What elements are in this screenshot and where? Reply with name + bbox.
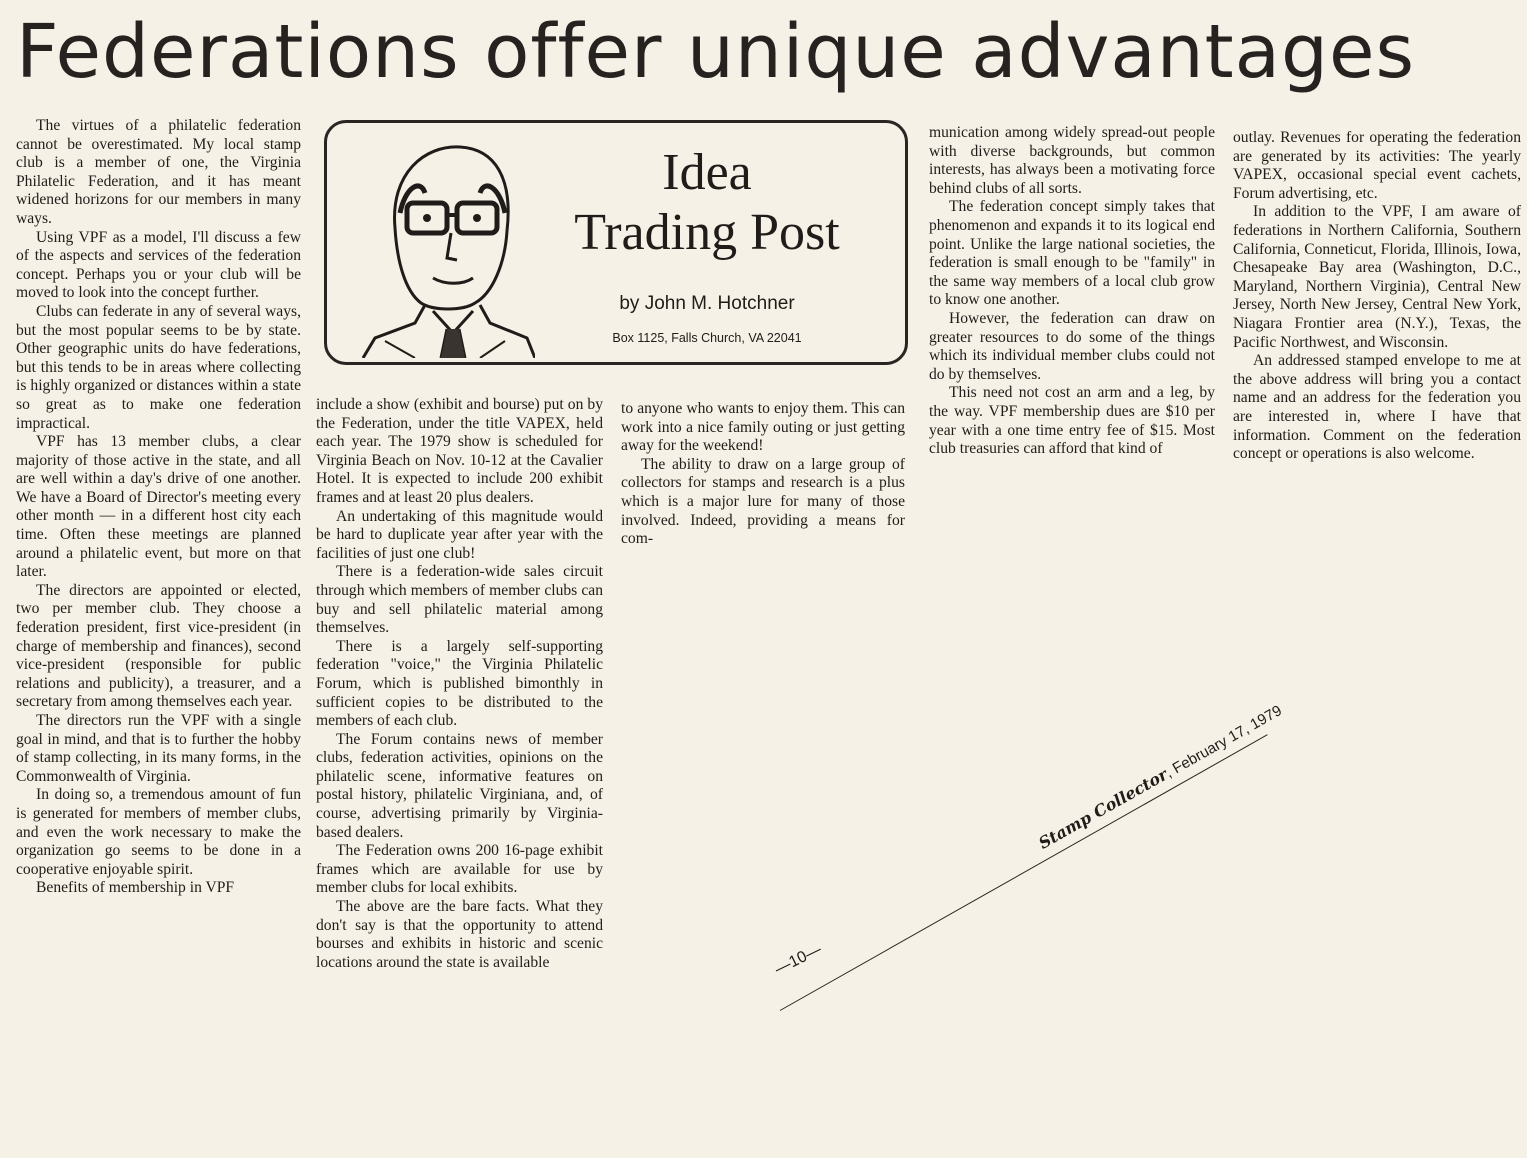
paragraph: The directors run the VPF with a single goal in mind, and that is to further the hobby of stamp collecting, in its many forms, in the Commonwealth of Virginia. — [16, 712, 301, 785]
paragraph: This need not cost an arm and a leg, by the way. VPF membership dues are $10 per year with a one time entry fee of $15. Most club treasuries can afford that kind of — [929, 384, 1215, 458]
paragraph: An addressed stamped envelope to me at the above address will bring you a contact name and an address for the federation you are interested in, where I have that information. Comment on the federation concept or operations is also welcome. — [1233, 352, 1521, 463]
paragraph: The federation concept simply takes that phenomenon and expands it to its logical end point. Unlike the large national societies, the federation is small enough to be "family" in the same way members of a local club grow to know one another. — [929, 198, 1215, 309]
paragraph: The virtues of a philatelic federation cannot be overestimated. My local stamp club is a member of one, the Virginia Philatelic Federation, and it has meant widened horizons for our members in many ways. — [16, 117, 301, 227]
paragraph: There is a federation-wide sales circuit through which members of member clubs can buy and sell philatelic material among themselves. — [316, 563, 603, 637]
paragraph: The ability to draw on a large group of collectors for stamps and research is a plus which is a major lure for many of those involved. Indeed, providing a means for com- — [621, 455, 905, 548]
author-address: Box 1125, Falls Church, VA 22041 — [612, 331, 802, 345]
paragraph: include a show (exhibit and bourse) put on by the Federation, under the title VAPEX, held each year. The 1979 show is scheduled for Virginia Beach on Nov. 10-12 at the Cavalier Hotel. It is expected to include 200 exhibit frames and at least 20 plus dealers. — [316, 396, 603, 506]
paragraph: Clubs can federate in any of several ways, but the most popular seems to be by state. Other geographic units do have federations, but this tends to be in areas where collecting is highly organized or distances within a state so great as to make one federation impractical. — [16, 302, 301, 432]
paragraph: The Forum contains news of member clubs, federation activities, opinions on the philatelic scene, informative features on postal history, philatelic Virginiana, and, of course, advertising primarily by Virginia-based dealers. — [316, 730, 603, 841]
paragraph: VPF has 13 member clubs, a clear majority of those active in the state, and all are well within a day's drive of one another. We have a Board of Director's meeting every other month — in a different host city each time. Often these meetings are planned around a philatelic event, but more on that later. — [16, 433, 301, 581]
diagonal-rule — [780, 734, 1268, 1011]
paragraph: However, the federation can draw on greater resources to do some of the things which its individual member clubs could not do by themselves. — [929, 309, 1215, 383]
article-column-2 — [316, 396, 603, 972]
paragraph: The above are the bare facts. What they don't say is that the opportunity to attend bourses and exhibits in historic and scenic locations around the state is available — [316, 898, 603, 971]
paragraph: Using VPF as a model, I'll discuss a few of the aspects and services of the federation concept. Perhaps you or your club will be moved to look into the concept further. — [16, 228, 301, 302]
source-annotation — [1035, 700, 1284, 852]
article-column-3 — [621, 400, 905, 549]
paragraph: In addition to the VPF, I am aware of federations in Northern California, Southern California, Conneticut, Florida, Illinois, Iowa, Chesapeake Bay area (Washington, D.C., Maryland, Northern Virginia), Central New Jersey, North New Jersey, Central New York, Niagara Frontier area (N.Y.), Texas, the Pacific Northwest, and Wisconsin. — [1233, 203, 1521, 351]
paragraph: Benefits of membership in VPF — [36, 879, 235, 897]
publication-date: , February 17, 1979 — [1162, 702, 1285, 782]
paragraph: The directors are appointed or elected, two per member club. They choose a federation president, first vice-president (in charge of membership and finances), second vice-president (responsible for public relations and publicity), a treasurer, and a secretary from among themselves each year. — [16, 581, 301, 711]
article-column-1 — [16, 117, 301, 898]
column-title-line-1: Idea — [662, 144, 752, 201]
column-title-line-2: Trading Post — [574, 204, 840, 261]
paragraph: There is a largely self-supporting federation "voice," the Virginia Philatelic Forum, which is published bimonthly in sufficient copies to be distributed to the members of each club. — [316, 637, 603, 730]
byline: by John M. Hotchner — [619, 293, 795, 314]
column-header-box — [324, 120, 908, 365]
author-portrait-icon — [355, 133, 535, 358]
publication-name: Stamp Collector — [1035, 764, 1171, 853]
paragraph: munication among widely spread-out people with diverse backgrounds, but common interests, has always been a motivating force behind clubs of all sorts. — [929, 124, 1215, 197]
paragraph: outlay. Revenues for operating the federation are generated by its activities: The yearly VAPEX, occasional special event cachets, Forum advertising, etc. — [1233, 129, 1521, 202]
article-column-5 — [1233, 129, 1521, 464]
page-number: —10— — [772, 941, 825, 979]
paragraph: The Federation owns 200 16-page exhibit frames which are available for use by member clubs for local exhibits. — [316, 842, 603, 897]
column-title — [537, 143, 877, 263]
article-column-4 — [929, 124, 1215, 459]
paragraph: An undertaking of this magnitude would be hard to duplicate year after year with the facilities of just one club! — [316, 507, 603, 562]
paragraph: In doing so, a tremendous amount of fun is generated for members of member clubs, and even the work necessary to make the organization go seems to be done in a cooperative enjoyable spirit. — [16, 786, 301, 878]
headline: Federations offer unique advantages — [16, 9, 1416, 95]
paragraph: to anyone who wants to enjoy them. This can work into a nice family outing or just getting away for the weekend! — [621, 400, 905, 455]
